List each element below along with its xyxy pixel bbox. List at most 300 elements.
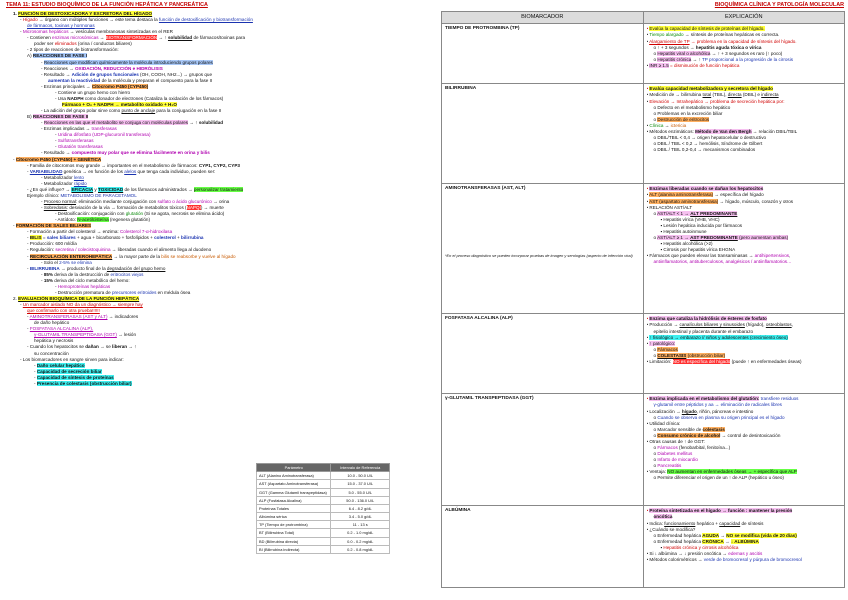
text-segment: → ↑ + 3 segundos es raro (↑ poco) <box>710 50 783 56</box>
biomarker-explanation-cell <box>643 394 845 506</box>
text-segment: o <box>653 457 658 462</box>
text-segment: AST/ALT ≥ 1 → <box>657 234 691 240</box>
text-segment: ▪ Hepatitis autoinmune <box>660 228 707 234</box>
text-segment: o <box>653 210 658 216</box>
text-segment: Hepatitis viral o alcohólica <box>657 50 711 56</box>
text-segment: Citocromo P450 (CYP450) <box>91 83 149 89</box>
text-segment: Sobredosis <box>43 205 67 210</box>
text-segment: personalizar tratamiento <box>193 186 244 192</box>
text-segment: Tiempo alargado <box>649 32 684 38</box>
biomarker-explanation-cell <box>643 314 845 394</box>
text-line <box>647 147 842 153</box>
text-segment: capacidad <box>719 520 741 526</box>
reference-row <box>257 545 390 553</box>
text-segment: NO aumentan en enfermedades óseas → + específica que ALP <box>667 469 797 475</box>
text-segment: - Resultado → <box>41 71 72 77</box>
text-segment: (obstrucción biliar) <box>686 352 726 358</box>
text-segment: → ↑ <box>127 344 137 350</box>
text-segment: que tenga cada individuo, pueden ser: <box>136 168 216 174</box>
text-segment: - Reacciones → <box>41 65 75 71</box>
text-segment: solubilidad <box>167 35 193 41</box>
text-segment: → se <box>98 344 113 350</box>
biomarker-name: FOSFATASA ALCALINA (ALP) <box>445 316 513 322</box>
text-segment: o Defecto en el metabolismo hepático <box>653 104 731 110</box>
text-segment: o DBIL/TBIL < 0,4 → origen hepatocelular o destructivo <box>653 134 767 140</box>
text-segment: - Regulación: <box>27 247 56 253</box>
text-segment: • Otras causas de ↑ de GGT: <box>646 438 705 444</box>
text-segment: - <box>41 120 44 126</box>
parameter-cell: TP (Tiempo de protrombina) <box>257 521 331 529</box>
text-segment: AST/ALT < 1 → <box>657 210 691 216</box>
text-segment: B) <box>27 114 33 120</box>
text-segment: N-acetilcisteína <box>77 217 109 223</box>
parameter-cell: AST (Aspartato Aminotransferasa) <box>257 480 331 488</box>
text-segment: antihipertensivos <box>754 253 790 259</box>
reference-values-table <box>256 463 390 554</box>
text-segment: Enzima implicada en el metabolismo del glutatión: <box>649 396 760 402</box>
parameter-cell: Albúmina sérica <box>257 513 331 521</box>
text-segment: Fármacos <box>657 346 678 352</box>
text-segment: → producto final de la <box>59 265 107 271</box>
text-segment: - Usa <box>55 95 68 101</box>
text-segment: - Contienen <box>27 35 53 41</box>
biomarker-name: γ-GLUTAMIL TRANSPEPTIDASA (GGT) <box>445 396 534 402</box>
text-segment: - Metabolizador <box>41 174 74 180</box>
text-segment: • <box>646 122 650 128</box>
text-segment: - Producción: 600 ml/día <box>27 241 77 247</box>
text-segment: - <box>20 17 23 23</box>
text-line <box>6 381 416 387</box>
text-segment: • <box>646 340 650 346</box>
biomarker-name-cell <box>442 24 644 84</box>
parameter-cell: ALT (Alanino Aminotransferasa) <box>257 472 331 480</box>
text-segment: - Destoxificación: conjugación con <box>55 211 126 217</box>
text-segment: directa <box>727 92 742 98</box>
text-segment: FORMACIÓN DE SALES BILIARES <box>15 223 92 229</box>
parameter-cell: BT (Bilirrubina Total) <box>257 529 331 537</box>
text-segment: Pancreatitis <box>657 463 682 469</box>
text-segment: - <box>55 132 58 138</box>
text-segment: , riñón, páncreas e intestino <box>696 408 754 414</box>
biomarker-header-cell: EXPLICACIÓN <box>643 12 845 24</box>
text-segment: NAPQI <box>186 205 201 210</box>
text-segment: - ¿En qué influye? → <box>27 186 72 192</box>
parameter-cell: BD (Bilirrubina directa) <box>257 537 331 545</box>
text-segment: Reacciones que modifican químicamente la molécula introduciendo grupos polares <box>43 59 213 65</box>
text-segment: → <box>98 35 106 41</box>
text-segment: o Enfermedad hepática <box>653 538 703 544</box>
text-segment: AST (aspartato aminotransferasa) <box>649 198 719 204</box>
text-segment: • <box>646 32 650 38</box>
text-segment: - Antídoto: <box>55 217 78 223</box>
text-segment: ▪ Cirrosis por hepatitis vírica EHGNA <box>660 247 736 252</box>
text-segment: - Enzimas principales → <box>41 83 92 89</box>
text-segment: Microsomas hepáticos <box>22 29 69 35</box>
text-segment: Hemoproteínas hepáticas <box>57 283 111 289</box>
text-segment: • Métodos colorimétricos → <box>646 556 704 562</box>
text-segment: indirecta <box>761 92 779 98</box>
biomarker-name-cell <box>442 184 644 314</box>
text-segment: o Permite diferenciar el origen de un ↑ de ALP (hepático u óseo) <box>653 475 784 481</box>
text-segment: • Ventaja: <box>646 469 668 475</box>
text-segment: → hígado, músculo, corazón y otros <box>718 198 794 204</box>
text-segment: → específica del hígado <box>713 192 764 198</box>
text-segment: - <box>27 168 30 174</box>
text-segment: (orina / conductos biliares) <box>76 41 132 47</box>
text-segment: → <box>723 538 731 544</box>
text-segment: - Solo el <box>41 259 60 265</box>
text-segment: - <box>27 314 30 320</box>
biomarker-row <box>442 24 845 84</box>
text-segment: TP proporcional a la progresión de la cirrosis <box>701 56 794 62</box>
reference-table-header <box>257 464 390 472</box>
text-segment: FUNCIÓN DE DESTOXICADORA Y EXCRETORA DEL HÍGADO <box>18 11 153 16</box>
text-segment: - <box>41 271 44 277</box>
text-segment: - <box>41 198 44 204</box>
text-segment: funcionamiento <box>664 520 696 526</box>
text-segment: como donador de electrones (Cataliza la oxidación de los fármacos) <box>83 95 224 101</box>
text-segment: sulfato o ácido glucurónico <box>157 198 212 204</box>
text-segment: Fármaco + O₂ + NADPH → metabolito oxidado + H₂O <box>62 101 177 107</box>
range-cell: 50.0 - 136.0 U/L <box>331 496 390 504</box>
text-segment: Cuando se observa en plasma su origen principal es el hígado <box>657 414 785 420</box>
text-segment: oncótica <box>653 514 673 520</box>
text-segment: γ-GLUTAMIL TRANSPEPTIDASA (GGT) <box>34 332 117 338</box>
text-segment: → relación DBIL/TBIL <box>751 128 798 134</box>
text-segment: ▪ <box>660 544 664 550</box>
reference-row <box>257 513 390 521</box>
text-segment: secretina / colecistoquinina <box>55 247 111 253</box>
parameter-cell: GGT (Gamma Glutamil transpeptidasa) <box>257 488 331 496</box>
text-segment: (pero aumentan ambas) <box>737 234 789 240</box>
text-segment: • <box>646 508 650 514</box>
text-segment: → problema en la capacidad de síntesis del hígado. <box>689 38 797 44</box>
right-column <box>441 11 845 588</box>
text-segment: bilis se reabsorbe y vuelve al hígado <box>161 253 236 259</box>
text-segment: 1. <box>13 11 19 16</box>
text-segment: Proteína sintetizada en el hígado → función : mantener la presión <box>649 508 793 514</box>
biomarker-name: TIEMPO DE PROTROMBINA (TP) <box>445 26 520 32</box>
text-segment: - <box>34 374 37 380</box>
text-segment: hepatitis aguda tóxica o vírica <box>695 44 762 50</box>
text-segment: - <box>27 326 30 332</box>
parameter-cell: Proteínas Totales <box>257 504 331 512</box>
biomarker-row <box>442 394 845 506</box>
range-cell: 11 - 13 s <box>331 521 390 529</box>
text-segment: - <box>55 283 58 289</box>
text-segment: alelos <box>124 168 137 174</box>
reference-row <box>257 529 390 537</box>
text-segment: o <box>653 432 658 438</box>
text-segment: → órgano con múltiples funciones → este tema destaca la <box>37 17 159 23</box>
text-segment: • <box>646 186 650 192</box>
text-segment: γ-glutamil entre péptidos y aa → eliminación de radicales libres <box>653 402 782 408</box>
biomarker-note: *En el proceso diagnóstico se pueden incorporar pruebas de imagen y serologías (aspecto de infección viral) <box>445 252 633 258</box>
text-segment: Capacidad de síntesis de proteínas <box>36 374 114 380</box>
text-segment: - <box>55 138 58 144</box>
range-cell: 0.0 - 0.2 mg/dL <box>331 537 390 545</box>
text-segment: AST PREDOMINANTE <box>690 234 738 240</box>
reference-row <box>257 521 390 529</box>
text-segment: o <box>653 116 658 122</box>
text-segment: - Contiene un grupo hemo con hierro <box>55 89 131 95</box>
text-segment: o <box>653 463 658 469</box>
text-segment: Método de Van den Bergh <box>695 128 752 134</box>
text-segment: edemas y ascitis <box>728 550 763 556</box>
range-cell: 6.4 - 8.2 g/dL <box>331 504 390 512</box>
text-segment: Proceso normal <box>43 198 76 204</box>
range-cell: 5.0 - 55.0 U/L <box>331 488 390 496</box>
text-segment: → <box>719 532 727 538</box>
text-segment: BILIS <box>29 235 42 241</box>
text-segment: Presencia de colestasis (obstrucción biliar) <box>36 380 132 386</box>
text-line <box>647 359 842 365</box>
text-segment: - <box>27 235 30 241</box>
text-segment: - Enzimas implicadas → <box>41 126 92 132</box>
text-segment: Glutatión transferasas <box>57 144 103 150</box>
text-segment: - <box>34 380 37 386</box>
text-segment: AGUDA <box>702 532 720 538</box>
text-segment: - Metabolizador <box>41 180 74 186</box>
text-segment: Enzima que cataliza la hidrólisis de ésteres de fosfato <box>649 316 767 322</box>
text-segment: • <box>646 396 650 402</box>
text-segment: epitelio intestinal y placenta durante el embarazo <box>653 328 754 334</box>
text-segment: • Limitación: <box>646 358 673 364</box>
text-segment: - <box>34 368 37 374</box>
text-segment: de daño hepático <box>34 320 70 326</box>
text-segment: lento <box>73 174 84 180</box>
text-segment: NADPH <box>67 95 84 101</box>
text-segment: Sulfotransferasas <box>57 138 94 144</box>
text-segment: • <box>646 192 650 198</box>
text-segment: Elevación → Intrahepático → problema de secreción hepática por: <box>649 98 785 104</box>
text-segment: eritrocitos viejos <box>110 271 144 277</box>
text-segment: • Fármacos que pueden elevar las transaminasas → <box>646 253 755 259</box>
text-segment: Un marcador aislado NO da un diagnóstico → siempre hay <box>22 302 143 307</box>
biomarker-explanation-cell <box>643 506 845 588</box>
text-segment: • <box>646 198 650 204</box>
text-segment: compuesto muy polar que se elimina fácilmente en orina y bilis <box>71 150 210 156</box>
text-segment: - Familia de citocromos muy grande → importantes en el metabolismo de fármacos: <box>27 162 199 168</box>
biomarker-explanation-cell <box>643 184 845 314</box>
text-segment: ▪ Lesión hepática inducida por fármacos <box>660 222 743 228</box>
reference-header-cell: Intervalo de Referencia <box>331 464 390 472</box>
text-segment: dañan <box>85 344 99 350</box>
text-segment: enzimas microsómicas <box>52 35 99 41</box>
text-segment: o Problemas en la excreción biliar <box>653 110 723 116</box>
text-segment: (TBIL), <box>711 92 728 98</box>
text-segment: - Los biomarcadores en sangre sirven para indicar: <box>20 356 124 362</box>
text-segment: FOSFATASA ALCALINA (ALP), <box>29 326 94 332</box>
biomarker-name: BILIRRUBINA <box>445 86 477 92</box>
text-segment: NO se modifica (vida de 20 días) <box>726 532 797 538</box>
biomarker-name-cell <box>442 506 644 588</box>
text-segment: y <box>93 186 98 192</box>
text-segment: AMINOTRANSFERASAS (AST y ALT) <box>29 314 108 320</box>
text-segment: → <box>663 122 671 128</box>
text-segment: de la molécula y preparan el compuesto para la fase II <box>100 77 213 83</box>
biomarker-name-cell <box>442 314 644 394</box>
text-line <box>647 557 842 563</box>
biomarker-table <box>441 11 845 588</box>
biomarker-explanation-cell <box>643 24 845 84</box>
text-segment: 15% <box>43 277 54 283</box>
text-segment: - <box>41 59 44 65</box>
text-segment: Capacidad de secreción biliar <box>36 368 102 374</box>
reference-row <box>257 480 390 488</box>
text-segment: METABOLISMO DE PARACETAMOL <box>60 192 137 198</box>
text-segment: - <box>41 205 44 210</box>
text-segment: ↓ ALBÚMINA <box>730 538 759 544</box>
text-segment: CYP1, CYP2, CYP3 <box>198 162 240 168</box>
subject-title: BIOQUÍMICA CLÍNICA Y PATOLOGÍA MOLECULAR <box>714 2 844 8</box>
text-segment: - <box>20 29 23 35</box>
text-segment: → indicadores <box>107 314 139 320</box>
text-segment: Enzimas liberadas cuando se dañan los hepatocitos <box>649 186 764 192</box>
text-segment: o <box>653 346 658 352</box>
biomarker-name-cell <box>442 84 644 184</box>
text-segment: • Si ↓ albúmina → ↓ presión oncótica → <box>646 550 729 556</box>
text-segment: CRÓNICA <box>702 538 724 544</box>
parameter-cell: BI (Bilirrubina indirecta) <box>257 545 331 553</box>
text-segment: (DBIL) e <box>741 92 762 98</box>
text-segment: (puede ↑ en enfermedades óseas) <box>730 358 802 364</box>
text-segment: degradación del grupo hemo <box>106 265 166 271</box>
text-segment: EFICACIA <box>71 186 94 192</box>
text-segment: → lesión <box>116 332 137 338</box>
text-segment: Consumo crónico de alcohol <box>657 432 721 438</box>
reference-row <box>257 537 390 545</box>
biomarker-row <box>442 314 845 394</box>
text-segment: o <box>653 444 658 450</box>
text-segment: o <box>653 234 658 240</box>
text-segment: colestasis <box>702 426 725 432</box>
text-segment: solubilidad <box>198 120 224 126</box>
text-segment: - 2 tipos de reacciones de biotransformación: <box>27 47 119 53</box>
text-segment: de fármacos/toxinas para <box>192 35 246 41</box>
text-segment: o Marcador sensible de <box>653 426 703 432</box>
text-segment: hepático + <box>695 520 720 526</box>
text-segment: eliminados <box>54 41 77 47</box>
text-segment: • <box>646 86 650 92</box>
text-segment: o <box>653 414 658 420</box>
text-segment: ALT PREDOMINANTE <box>690 210 738 216</box>
text-segment: ↑ fisiológico → embarazo // niños y adolescentes (crecimiento óseo) <box>649 334 788 340</box>
text-segment: transfiere residuos <box>759 396 799 402</box>
biomarker-name-cell <box>442 394 644 506</box>
text-segment: BILIRRUBINA <box>29 265 60 271</box>
text-segment: = <box>41 235 47 241</box>
biomarker-row <box>442 184 845 314</box>
text-segment: (Si se agota, necrosis se elimina ácido) <box>143 211 225 217</box>
text-segment: - <box>27 265 30 271</box>
reference-row <box>257 472 390 480</box>
text-segment: ↑ patológico: <box>649 340 676 346</box>
text-segment: Alargamiento de TP <box>649 38 690 44</box>
parameter-cell: ALP (Fosfatasa Alcalina) <box>257 496 331 504</box>
range-cell: 0.2 - 0.8 mg/dL <box>331 545 390 553</box>
text-segment: Hígado <box>22 17 38 23</box>
text-segment: o DBIL / TBIL < 0,2 → hemólisis, Síndrome de Gilbert <box>653 140 763 146</box>
text-segment: → ↑ <box>691 56 702 62</box>
document-title: TEMA 11: ESTUDIO BIOQUÍMICO DE LA FUNCIÓN HEPÁTICA Y PANCREÁTICA <box>6 2 208 8</box>
text-segment: de los fármacos administrados → <box>123 186 194 192</box>
text-segment: aumentan la reactividad <box>48 77 101 83</box>
text-segment: genética → en función de los <box>62 168 125 174</box>
range-cell: 3.4 - 5.0 g/dL <box>331 513 390 521</box>
text-segment: Adición de grupos funcionales <box>71 71 139 77</box>
text-segment: • <box>646 38 650 44</box>
reference-header-cell: Parámetro <box>257 464 331 472</box>
text-segment: - <box>13 223 16 229</box>
text-segment: ▪ Hepatitis vírica (VHB, VHC) <box>660 216 720 222</box>
text-segment: bilirrubina <box>181 235 204 241</box>
text-segment: OXIDACIÓN, REDUCCIÓN e HIDRÓLISIS <box>74 65 163 71</box>
reference-row <box>257 504 390 512</box>
text-line <box>647 259 842 265</box>
text-segment: sales biliares <box>46 235 76 241</box>
text-segment: liberan <box>112 344 128 350</box>
text-segment: de fármacos, toxinas y hormonas <box>27 23 95 29</box>
text-segment: • <box>646 98 650 104</box>
text-segment: → síntesis de proteínas hepáticas es correcta. <box>683 32 780 38</box>
text-segment: • <box>646 316 650 322</box>
text-segment: hepática y necrosis <box>34 338 74 344</box>
text-segment: ▪ Hepatitis alcohólica (>2) <box>660 240 713 246</box>
biomarker-explanation-cell <box>643 84 845 184</box>
text-segment: Reacciones en las que el metabolito se conjuga con moléculas polares <box>43 120 189 126</box>
text-segment: Daño celular hepático <box>36 362 85 368</box>
biomarker-row <box>442 506 845 588</box>
text-segment: • Métodos enzimáticos: <box>646 128 696 134</box>
text-segment: 2-5% se elimina <box>59 259 92 265</box>
text-segment: - <box>34 362 37 368</box>
text-segment: - <box>13 156 16 162</box>
text-segment: o ↑ + 3 segundos → <box>653 44 696 50</box>
text-segment: Clínica <box>649 122 664 128</box>
text-segment: de síntesis <box>740 520 764 526</box>
text-segment: ALT (alanina aminotransferasa) <box>649 192 714 198</box>
text-segment: poder ser <box>34 41 55 47</box>
reference-row <box>257 488 390 496</box>
text-segment: precursores eritroides <box>111 289 157 295</box>
text-segment: Infarto de miocardio <box>657 457 698 462</box>
text-segment: • <box>646 62 650 68</box>
text-segment: • Medición de → bilirrubina <box>646 92 703 98</box>
text-segment: su concentración <box>34 350 69 356</box>
range-cell: 10.0 - 50.0 U/L <box>331 472 390 480</box>
text-segment: REACCIONES DE FASE I <box>32 53 87 59</box>
text-segment: antiinflamatorios, antituberculosos, analgésicos / antiinflamatorios… <box>653 259 792 265</box>
biomarker-header-cell: BIOMARCADOR <box>442 12 644 24</box>
text-segment: o <box>653 450 658 456</box>
biomarker-table-header <box>442 12 845 24</box>
text-segment: ictericia <box>670 122 687 128</box>
text-line <box>647 475 842 481</box>
text-segment: o <box>653 50 658 56</box>
text-segment: RECIRCULACIÓN ENTEROHEPÁTICA <box>29 253 113 259</box>
text-segment: (fenobarbital, fenitoína...) <box>677 444 731 450</box>
text-segment: A) <box>27 53 33 59</box>
text-segment: Fármacos <box>657 444 678 450</box>
text-segment: (OH, COOH, NH2...) → grupos que <box>138 71 213 77</box>
text-segment: o <box>653 56 658 62</box>
text-segment: Diabetes mellitus <box>657 450 693 456</box>
text-segment: • Localización → <box>646 408 682 414</box>
text-segment: → control de desintoxicación <box>720 432 781 438</box>
text-segment: - Formación a partir del colesterol → enzima: <box>27 229 120 235</box>
text-segment: Hepatitis crónica <box>657 56 692 62</box>
